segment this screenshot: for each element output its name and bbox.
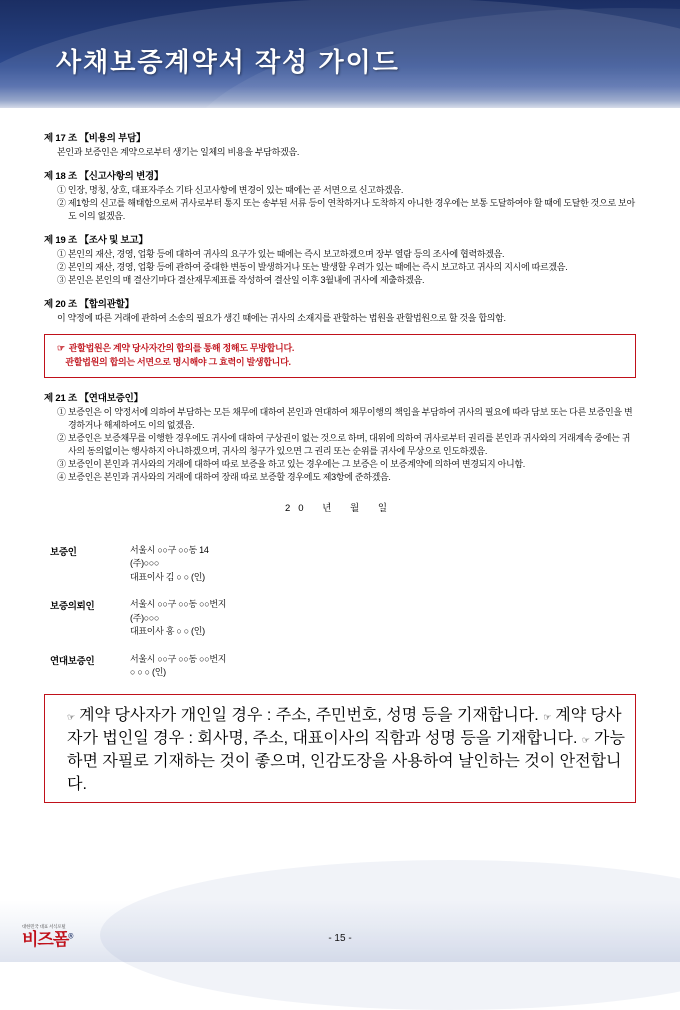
note-text: 계약 당사자가 개인일 경우 : 주소, 주민번호, 성명 등을 기재합니다. — [79, 706, 539, 724]
signature-lines — [130, 544, 636, 585]
note-text: 가능하면 자필로 기재하는 것이 좋으며, 인감도장을 사용하여 날인하는 것이 안전합니다. — [67, 729, 625, 793]
clause: ① 본인의 재산, 경영, 업황 등에 대하여 귀사의 요구가 있는 때에는 즉시 보고하겠으며 장부 열람 등의 조사에 협력하겠음. — [57, 248, 505, 259]
clause: ④ 보증인은 본인과 귀사와의 거래에 대하여 장래 따로 보증할 경우에도 제3항에 준하겠음. — [57, 472, 391, 483]
clause: ③ 본인은 본인의 매 결산기마다 결산재무제표를 작성하여 결산일 이후 3월내에 귀사에 제출하겠음. — [57, 275, 425, 286]
logo-name: 비즈폼 — [22, 930, 69, 949]
signature-label: 보증의뢰인 — [50, 601, 95, 613]
article-18-title: 제 18 조 【신고사항의 변경】 — [44, 170, 164, 182]
signature-line: 서울시 ○○구 ○○동 14 — [130, 544, 209, 555]
note-text: 관할법원의 합의는 서면으로 명시해야 그 효력이 발생합니다. — [65, 357, 291, 368]
logo-registered-icon: ® — [68, 933, 73, 941]
page-number: - 15 - — [328, 933, 352, 944]
article-18-body — [44, 184, 636, 223]
article-17-title: 제 17 조 【비용의 부담】 — [44, 133, 146, 144]
signature-label: 연대보증인 — [50, 655, 95, 667]
pointer-icon: ☞ — [57, 342, 65, 353]
article-21-title: 제 21 조 【연대보증인】 — [44, 392, 143, 404]
note-line — [57, 341, 625, 356]
date-line: 20 년 월 일 — [284, 502, 396, 514]
article-18 — [44, 168, 636, 223]
article-21 — [44, 390, 636, 484]
clause: ② 제1항의 신고를 해태함으로써 귀사로부터 통지 또는 송부된 서류 등이 연착하거나 도착하지 아니한 경우에는 보통 도달하여야 할 때에 도달한 것으로 보아도 이의 없겠음. — [57, 198, 635, 221]
article-20-body — [44, 312, 636, 325]
pointer-icon: ☞ — [543, 711, 552, 722]
signature-label: 보증인 — [50, 546, 77, 558]
signature-block-guarantor — [44, 544, 636, 585]
article-19-body — [44, 248, 636, 287]
signature-line: 서울시 ○○구 ○○동 ○○번지 — [130, 653, 227, 664]
clause: 본인과 보증인은 계약으로부터 생기는 일체의 비용을 부담하겠음. — [57, 147, 300, 157]
signature-block-joint-surety — [44, 653, 636, 680]
note-box-signature-tips — [44, 694, 636, 803]
article-20-title: 제 20 조 【합의관할】 — [44, 298, 134, 310]
article-19-title: 제 19 조 【조사 및 보고】 — [44, 234, 148, 246]
note-text: 계약 당사자가 법인일 경우 : 회사명, 주소, 대표이사의 직함과 성명 등을 기재합니다. — [67, 706, 622, 747]
page-title: 사채보증계약서 작성 가이드 — [56, 47, 400, 77]
signature-line: 대표이사 홍 ○ ○ (인) — [130, 626, 205, 637]
article-19 — [44, 232, 636, 287]
note-line — [67, 707, 539, 724]
spacer-icon — [57, 357, 61, 367]
signature-block-applicant — [44, 598, 636, 639]
pointer-icon: ☞ — [581, 734, 590, 745]
note-box-jurisdiction — [44, 334, 636, 378]
clause: ① 보증인은 이 약정서에 의하여 부담하는 모든 채무에 대하여 본인과 연대하여 채무이행의 책임을 부담하여 귀사의 필요에 따라 담보 또는 다른 보증인을 변경하거나 해제하여도 이의 없겠음. — [57, 406, 633, 430]
logo-subtitle: 대한민국 대표 서식포털 — [22, 924, 66, 929]
clause: ① 인장, 명칭, 상호, 대표자주소 기타 신고사항에 변경이 있는 때에는 곧 서면으로 신고하겠음. — [57, 184, 404, 195]
note-text: 관할법원은 계약 당사자간의 합의를 통해 정해도 무방합니다. — [68, 342, 295, 353]
signature-lines — [130, 653, 636, 680]
article-17-body — [44, 146, 636, 159]
signature-lines — [130, 598, 636, 639]
signature-line: ○ ○ ○ (인) — [130, 667, 166, 678]
signature-line: (주)○○○ — [130, 558, 160, 569]
page-header — [0, 0, 680, 108]
document-body — [0, 108, 680, 803]
pointer-icon: ☞ — [67, 711, 76, 722]
clause: ③ 보증인이 본인과 귀사와의 거래에 대하여 따로 보증을 하고 있는 경우에는 그 보증은 이 보증계약에 의하여 변경되지 아니함. — [57, 458, 526, 469]
article-17 — [44, 130, 636, 159]
clause: ② 본인의 재산, 경영, 업황 등에 관하여 중대한 변동이 발생하거나 또는 발생할 우려가 있는 때에는 즉시 보고하고 귀사의 지시에 따르겠음. — [57, 261, 568, 272]
clause: 이 약정에 따른 거래에 관하여 소송의 필요가 생긴 때에는 귀사의 소재지를 관할하는 법원을 관할법원으로 할 것을 합의함. — [57, 312, 506, 323]
signature-line: (주)○○○ — [130, 612, 160, 623]
clause: ② 보증인은 보증채무를 이행한 경우에도 귀사에 대하여 구상권이 없는 것으로 하며, 대위에 의하여 귀사로부터 권리를 본인과 귀사와의 거래계속 중에는 귀사의 동의없이는 행사하지 아니하겠으며, 귀사의 청구가 있으면 그 권리 또는 순위를 귀사에 무상으로 인도하겠음. — [57, 432, 631, 456]
page-footer — [0, 900, 680, 962]
note-line — [57, 355, 625, 370]
signature-line: 대표이사 김 ○ ○ (인) — [130, 571, 205, 582]
signature-line: 서울시 ○○구 ○○동 ○○번지 — [130, 599, 227, 610]
article-20 — [44, 296, 636, 325]
article-21-body — [44, 406, 636, 484]
